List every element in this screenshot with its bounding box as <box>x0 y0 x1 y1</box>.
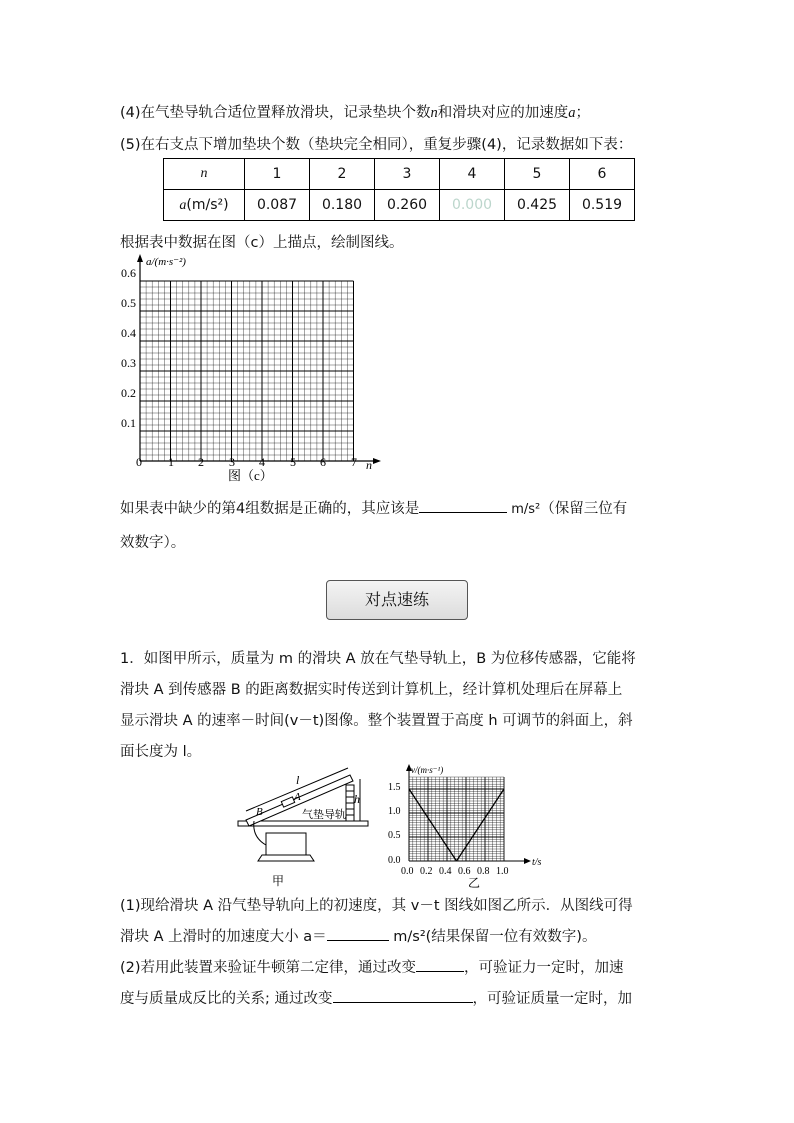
y-tick: 1.5 <box>388 782 401 793</box>
blank-mass[interactable] <box>416 957 464 972</box>
x-tick: 0.4 <box>439 866 452 877</box>
x-tick: 7 <box>351 455 357 469</box>
rail-label: 气垫导轨 <box>302 809 346 821</box>
question-line: 如果表中缺少的第4组数据是正确的，其应该是 m/s²（保留三位有 <box>120 497 627 518</box>
answer-blank[interactable] <box>419 498 507 513</box>
sub1-line1: (1)现给滑块 A 沿气垫导轨向上的初速度，其 v－t 图线如图乙所示．从图线可得 <box>120 898 633 914</box>
graph-c-caption: 图（c） <box>228 468 273 483</box>
chart-yticks <box>388 782 401 866</box>
x-tick: 2 <box>198 455 204 469</box>
q1-line1: 1．如图甲所示，质量为 m 的滑块 A 放在气垫导轨上，B 为位移传感器，它能将 <box>120 651 636 667</box>
y-tick: 0.2 <box>121 386 136 400</box>
y-tick: 0.6 <box>121 266 136 280</box>
y-tick: 0.1 <box>121 416 136 430</box>
sub1-line2: 滑块 A 上滑时的加速度大小 a＝ m/s²(结果保留一位有效数字)。 <box>120 925 596 946</box>
figure-jia <box>232 765 382 890</box>
table-cell: 0.180 <box>310 190 375 221</box>
label-h: h <box>354 792 360 806</box>
y-arrow-icon <box>137 254 143 262</box>
table-cell: 0.425 <box>505 190 570 221</box>
blank-force[interactable] <box>333 988 473 1003</box>
y-tick: 0.5 <box>121 296 136 310</box>
chart-ylabel: v/(m·s⁻¹) <box>411 765 444 775</box>
table-cell: 0.519 <box>570 190 635 221</box>
graph-c-yticks <box>121 266 136 430</box>
graph-c-grid <box>140 281 354 461</box>
x-tick: 3 <box>229 455 235 469</box>
support-blocks <box>346 785 354 821</box>
step4-line: (4)在气垫导轨合适位置释放滑块，记录垫块个数n和滑块对应的加速度a； <box>120 105 591 121</box>
y-tick: 0.5 <box>388 830 401 841</box>
computer-monitor <box>266 833 306 855</box>
label-a: A <box>294 791 301 803</box>
graph-c-xticks <box>136 455 357 469</box>
graph-c-ylabel: a/(m·s⁻²) <box>146 256 186 268</box>
instruction-line: 根据表中数据在图（c）上描点，绘制图线。 <box>120 235 404 251</box>
q1-line4: 面长度为 l。 <box>120 744 202 760</box>
sub2-line1: (2)若用此装置来验证牛顿第二定律，通过改变 ，可验证力一定时，加速 <box>120 956 624 977</box>
x-tick: 6 <box>320 455 326 469</box>
x-tick: 0.8 <box>477 866 490 877</box>
chart-xlabel: t/s <box>532 857 542 868</box>
data-table <box>163 158 635 221</box>
table-row <box>164 159 635 190</box>
question-cont: 效数字）。 <box>120 535 186 551</box>
figure-yi-caption: 乙 <box>468 876 481 890</box>
x-tick: 4 <box>259 455 265 469</box>
label-l: l <box>296 773 300 787</box>
x-tick: 1.0 <box>496 866 509 877</box>
figure-yi-chart <box>384 762 554 890</box>
graph-c-xlabel: n <box>366 458 372 472</box>
table-cell: 4 <box>440 159 505 190</box>
x-arrow-icon <box>373 458 381 464</box>
table-cell: 0.260 <box>375 190 440 221</box>
table-cell: 3 <box>375 159 440 190</box>
y-tick: 1.0 <box>388 806 401 817</box>
table-cell: 5 <box>505 159 570 190</box>
table-cell: 0.087 <box>245 190 310 221</box>
sub2-line2: 度与质量成反比的关系; 通过改变 ，可验证质量一定时，加 <box>120 987 632 1008</box>
table-cell: 6 <box>570 159 635 190</box>
table-cell-missing: 0.000 <box>440 190 505 221</box>
q1-line2: 滑块 A 到传感器 B 的距离数据实时传送到计算机上，经计算机处理后在屏幕上 <box>120 682 623 698</box>
q1-line3: 显示滑块 A 的速率－时间(v－t)图像。整个装置置于高度 h 可调节的斜面上，斜 <box>120 713 633 729</box>
x-tick: 5 <box>290 455 296 469</box>
graph-c <box>115 252 395 484</box>
table-header-a: a(m/s²) <box>164 190 245 221</box>
table-cell: 2 <box>310 159 375 190</box>
label-b: B <box>256 806 263 818</box>
chart-xticks <box>401 866 509 877</box>
x-tick: 0.0 <box>401 866 414 877</box>
computer-base <box>258 855 314 861</box>
x-tick: 1 <box>168 455 174 469</box>
table-row <box>164 190 635 221</box>
accel-blank[interactable] <box>327 926 389 941</box>
chart-grid <box>409 777 504 861</box>
section-title: 对点速练 <box>326 580 468 620</box>
y-tick: 0.4 <box>121 326 136 340</box>
x-tick: 0.6 <box>458 866 471 877</box>
y-tick: 0.3 <box>121 356 136 370</box>
y-tick: 0.0 <box>388 855 401 866</box>
x-tick: 0 <box>136 455 142 469</box>
table-header-n: n <box>164 159 245 190</box>
x-arrow-icon <box>524 858 531 864</box>
table-cell: 1 <box>245 159 310 190</box>
step5-line: (5)在右支点下增加垫块个数（垫块完全相同），重复步骤(4)，记录数据如下表： <box>120 137 633 153</box>
x-tick: 0.2 <box>420 866 433 877</box>
figure-jia-caption: 甲 <box>272 874 285 888</box>
